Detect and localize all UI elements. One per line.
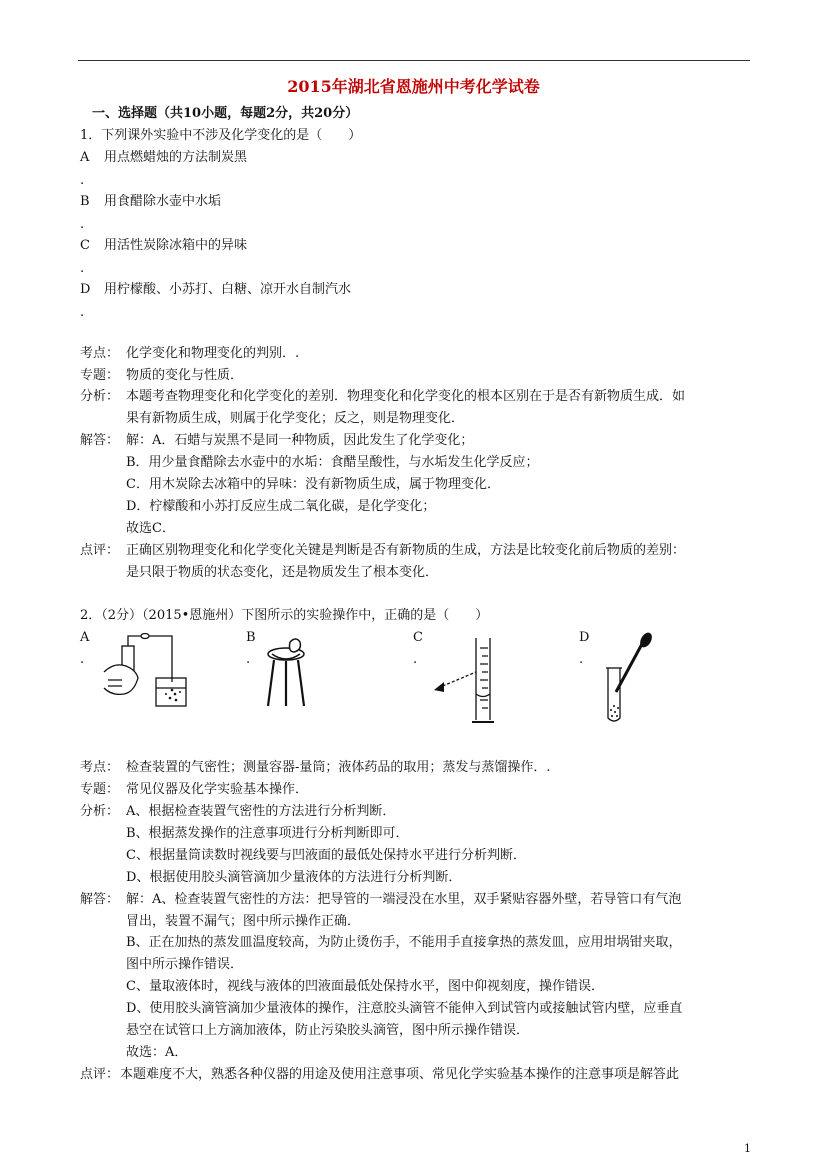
q1-option-b-key: B xyxy=(80,194,90,209)
q2-jieda-line: D、使用胶头滴管滴加少量液体的操作，注意胶头滴管不能伸入到试管内或接触试管内壁，应垂直 xyxy=(126,1001,683,1016)
q2-option-a-dot: . xyxy=(80,652,85,667)
q2-jieda-line: 故选：A． xyxy=(126,1045,188,1060)
q2-stem: 2．（2分）（2015•恩施州）下图所示的实验操作中，正确的是（ ） xyxy=(80,608,489,623)
q2-dianping-label: 点评： xyxy=(80,1067,120,1082)
q2-jieda-line: B、正在加热的蒸发皿温度较高，为防止烫伤手，不能用手直接拿热的蒸发皿，应用坩埚钳夹取， xyxy=(126,935,682,950)
page-title: 2015年湖北省恩施州中考化学试卷 xyxy=(287,77,540,96)
q1-jieda-line: B．用少量食醋除去水壶中的水垢：食醋呈酸性，与水垢发生化学反应； xyxy=(126,455,539,470)
q2-fenxi-label: 分析： xyxy=(80,804,120,819)
q2-zhuanti-label: 专题： xyxy=(80,782,120,797)
q2-zhuanti: 常见仪器及化学实验基本操作． xyxy=(126,782,309,797)
q1-jieda-line: 解：A．石蜡与炭黑不是同一种物质，因此发生了化学变化； xyxy=(126,433,474,448)
q1-option-b-text: 用食醋除水壶中水垢 xyxy=(104,194,222,209)
q2-dianping-line: 本题难度不大，熟悉各种仪器的用途及使用注意事项、常见化学实验基本操作的注意事项是解答此 xyxy=(120,1067,680,1082)
q1-fenxi-label: 分析： xyxy=(80,389,120,404)
q2-option-b-key: B xyxy=(246,630,256,645)
q1-zhuanti-label: 专题： xyxy=(80,368,120,383)
q1-option-c-dot: . xyxy=(80,261,85,276)
q1-dianping-line: 正确区别物理变化和化学变化关键是判断是否有新物质的生成，方法是比较变化前后物质的差别： xyxy=(126,543,686,558)
airtightness-check-figure xyxy=(98,632,190,708)
q1-jieda-line: C．用木炭除去冰箱中的异味：没有新物质生成，属于物理变化． xyxy=(126,477,500,492)
q2-option-c-dot: . xyxy=(413,652,418,667)
q2-option-d-dot: . xyxy=(579,652,584,667)
q2-option-a-key: A xyxy=(80,630,90,645)
page-number: 1 xyxy=(744,1142,751,1155)
q1-option-d-text: 用柠檬酸、小苏打、白糖、凉开水自制汽水 xyxy=(104,282,352,297)
graduated-cylinder-figure xyxy=(432,634,502,726)
q2-option-b-dot: . xyxy=(246,652,251,667)
q1-option-a-dot: . xyxy=(80,173,85,188)
q1-option-c-text: 用活性炭除冰箱中的异味 xyxy=(104,238,248,253)
top-rule xyxy=(78,60,750,61)
q1-zhuanti: 物质的变化与性质． xyxy=(126,368,244,383)
q2-kaodian-label: 考点： xyxy=(80,760,120,775)
q1-stem: 1．下列课外实验中不涉及化学变化的是（ ） xyxy=(80,128,362,143)
q1-jieda-line: 故选C． xyxy=(126,521,175,536)
q1-jieda-line: D．柠檬酸和小苏打反应生成二氧化碳，是化学变化； xyxy=(126,499,436,514)
q1-option-c-key: C xyxy=(80,238,90,253)
q1-option-b-dot: . xyxy=(80,217,85,232)
q2-kaodian: 检查装置的气密性；测量容器-量筒；液体药品的取用；蒸发与蒸馏操作．. xyxy=(126,760,551,775)
q2-jieda-line: 冒出，装置不漏气；图中所示操作正确． xyxy=(126,914,361,929)
q2-jieda-line: 悬空在试管口上方滴加液体，防止污染胶头滴管，图中所示操作错误． xyxy=(126,1023,530,1038)
q1-option-a-key: A xyxy=(80,150,90,165)
q2-jieda-line: 解：A、检查装置气密性的方法：把导管的一端浸没在水里，双手紧贴容器外壁，若导管口有气泡 xyxy=(126,892,682,907)
q1-dianping-label: 点评： xyxy=(80,543,120,558)
q1-fenxi-line: 本题考查物理变化和化学变化的差别．物理变化和化学变化的根本区别在于是否有新物质生成．如 xyxy=(126,389,686,404)
q2-fenxi-line: A、根据检查装置气密性的方法进行分析判断． xyxy=(126,804,396,819)
q2-fenxi-line: B、根据蒸发操作的注意事项进行分析判断即可． xyxy=(126,826,409,841)
q2-fenxi-line: C、根据量筒读数时视线要与凹液面的最低处保持水平进行分析判断． xyxy=(126,848,526,863)
section-heading: 一、选择题（共10小题，每题2分，共20分） xyxy=(92,106,359,121)
q1-kaodian-label: 考点： xyxy=(80,346,120,361)
q2-fenxi-line: D、根据使用胶头滴管滴加少量液体的方法进行分析判断． xyxy=(126,870,462,885)
q1-jieda-label: 解答： xyxy=(80,433,120,448)
q1-option-d-dot: . xyxy=(80,305,85,320)
dropper-figure xyxy=(598,630,660,726)
q1-dianping-line: 是只限于物质的状态变化，还是物质发生了根本变化． xyxy=(126,565,439,580)
q1-option-d-key: D xyxy=(80,282,91,297)
q2-jieda-line: 图中所示操作错误． xyxy=(126,957,244,972)
q2-jieda-line: C、量取液体时，视线与液体的凹液面最低处保持水平，图中仰视刻度，操作错误． xyxy=(126,979,604,994)
q1-kaodian: 化学变化和物理变化的判别．. xyxy=(126,346,300,361)
q1-fenxi-line: 果有新物质生成，则属于化学变化；反之，则是物理变化． xyxy=(126,411,465,426)
q1-option-a-text: 用点燃蜡烛的方法制炭黑 xyxy=(104,150,248,165)
evaporating-dish-figure xyxy=(266,632,312,708)
q2-jieda-label: 解答： xyxy=(80,892,120,907)
q2-option-d-key: D xyxy=(579,630,590,645)
q2-option-c-key: C xyxy=(413,630,423,645)
